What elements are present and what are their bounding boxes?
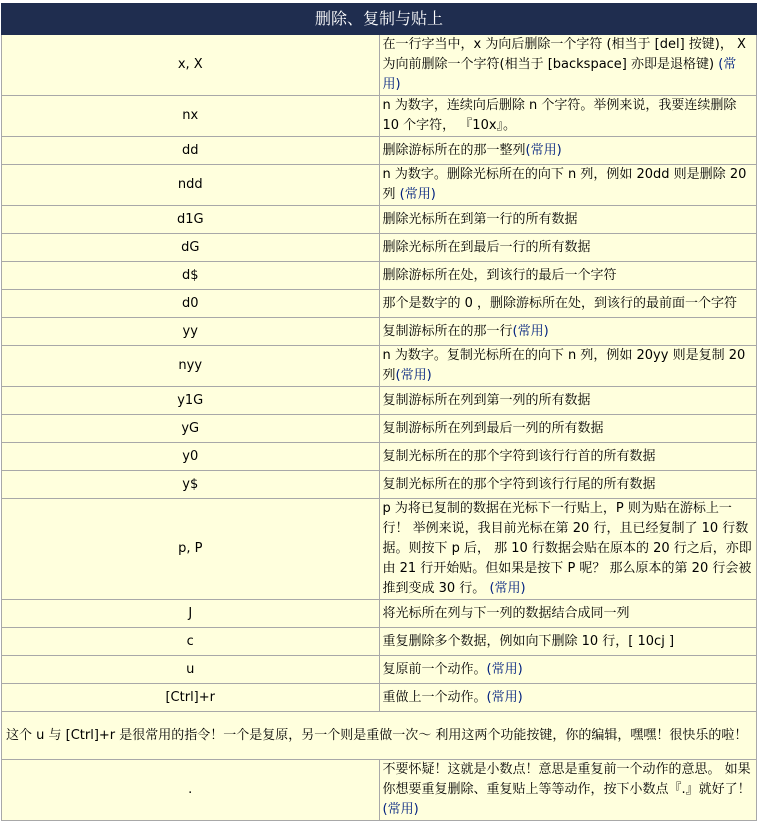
command-cell: ndd: [2, 165, 380, 206]
command-cell: .: [2, 760, 380, 821]
common-tag: (常用): [399, 187, 436, 202]
description-cell: 删除光标所在到最后一行的所有数据: [379, 234, 757, 262]
table-row: [2, 137, 757, 165]
description-cell: 那个是数字的 0 ，删除游标所在处，到该行的最前面一个字符: [379, 290, 757, 318]
description-cell: 在一行字当中，x 为向后删除一个字符 (相当于 [del] 按键)， X 为向前删除一个字符(相当于 [backspace] 亦即是退格键) (常用): [379, 35, 757, 96]
command-cell: d1G: [2, 206, 380, 234]
vim-command-table: [1, 0, 757, 821]
command-cell: y0: [2, 443, 380, 471]
table-row: [2, 471, 757, 499]
table-row: [2, 262, 757, 290]
table-row: [2, 656, 757, 684]
common-tag: (常用): [525, 142, 562, 158]
table-row: [2, 628, 757, 656]
table-row: [2, 96, 757, 137]
note-cell: 这个 u 与 [Ctrl]+r 是很常用的指令！一个是复原，另一个则是重做一次～ 利用这两个功能按键，你的编辑，嘿嘿！很快乐的啦！: [2, 712, 757, 760]
description-cell: n 为数字，连续向后删除 n 个字符。举例来说，我要连续删除 10 个字符， 『10x』。: [379, 96, 757, 137]
command-cell: y1G: [2, 387, 380, 415]
description-cell: 复原前一个动作。(常用): [379, 656, 757, 684]
description-cell: 重复删除多个数据，例如向下删除 10 行，[ 10cj ]: [379, 628, 757, 656]
command-cell: x, X: [2, 35, 380, 96]
table-row: [2, 499, 757, 600]
description-cell: 重做上一个动作。(常用): [379, 684, 757, 712]
note-row: [2, 712, 757, 760]
command-cell: d0: [2, 290, 380, 318]
command-cell: J: [2, 600, 380, 628]
description-cell: 复制游标所在列到最后一列的所有数据: [379, 415, 757, 443]
description-cell: 将光标所在列与下一列的数据结合成同一列: [379, 600, 757, 628]
table-row: [2, 600, 757, 628]
table-row: [2, 165, 757, 206]
table-row: [2, 684, 757, 712]
command-cell: y$: [2, 471, 380, 499]
table-row: [2, 206, 757, 234]
common-tag: (常用): [512, 323, 549, 339]
command-cell: nx: [2, 96, 380, 137]
description-cell: 复制光标所在的那个字符到该行行首的所有数据: [379, 443, 757, 471]
table-row: [2, 760, 757, 821]
command-cell: p, P: [2, 499, 380, 600]
command-cell: yG: [2, 415, 380, 443]
common-tag: (常用): [395, 368, 432, 383]
description-cell: p 为将已复制的数据在光标下一行贴上，P 则为贴在游标上一行！ 举例来说，我目前光标在第 20 行，且已经复制了 10 行数据。则按下 p 后， 那 10 行数据会贴在原本的 20 行之后，亦即由 21 行开始贴。但如果是按下 P 呢？ 那么原本的第 20 行会被推到变成 30 行。 (常用): [379, 499, 757, 600]
command-cell: [Ctrl]+r: [2, 684, 380, 712]
description-cell: 删除游标所在处，到该行的最后一个字符: [379, 262, 757, 290]
table-row: [2, 290, 757, 318]
description-cell: n 为数字。删除光标所在的向下 n 列，例如 20dd 则是删除 20 列 (常用): [379, 165, 757, 206]
command-cell: nyy: [2, 346, 380, 387]
table-row: [2, 443, 757, 471]
description-cell: 删除光标所在到第一行的所有数据: [379, 206, 757, 234]
table-row: [2, 346, 757, 387]
table-row: [2, 35, 757, 96]
description-cell: n 为数字。复制光标所在的向下 n 列，例如 20yy 则是复制 20 列(常用): [379, 346, 757, 387]
command-cell: yy: [2, 318, 380, 346]
common-tag: (常用): [382, 57, 737, 92]
common-tag: (常用): [486, 661, 523, 677]
description-cell: 复制游标所在列到第一列的所有数据: [379, 387, 757, 415]
description-cell: 复制光标所在的那个字符到该行行尾的所有数据: [379, 471, 757, 499]
common-tag: (常用): [489, 581, 526, 596]
section-title: 删除、复制与贴上: [2, 2, 757, 35]
description-cell: 不要怀疑！这就是小数点！意思是重复前一个动作的意思。 如果你想要重复删除、重复贴上等等动作，按下小数点『.』就好了！ (常用): [379, 760, 757, 821]
table-row: [2, 318, 757, 346]
table-row: [2, 387, 757, 415]
description-cell: 删除游标所在的那一整列(常用): [379, 137, 757, 165]
table-row: [2, 415, 757, 443]
common-tag: (常用): [382, 802, 419, 817]
command-cell: d$: [2, 262, 380, 290]
command-cell: dd: [2, 137, 380, 165]
common-tag: (常用): [486, 689, 523, 705]
description-cell: 复制游标所在的那一行(常用): [379, 318, 757, 346]
command-cell: dG: [2, 234, 380, 262]
section-header-row: [2, 2, 757, 35]
table-row: [2, 234, 757, 262]
command-cell: c: [2, 628, 380, 656]
command-cell: u: [2, 656, 380, 684]
